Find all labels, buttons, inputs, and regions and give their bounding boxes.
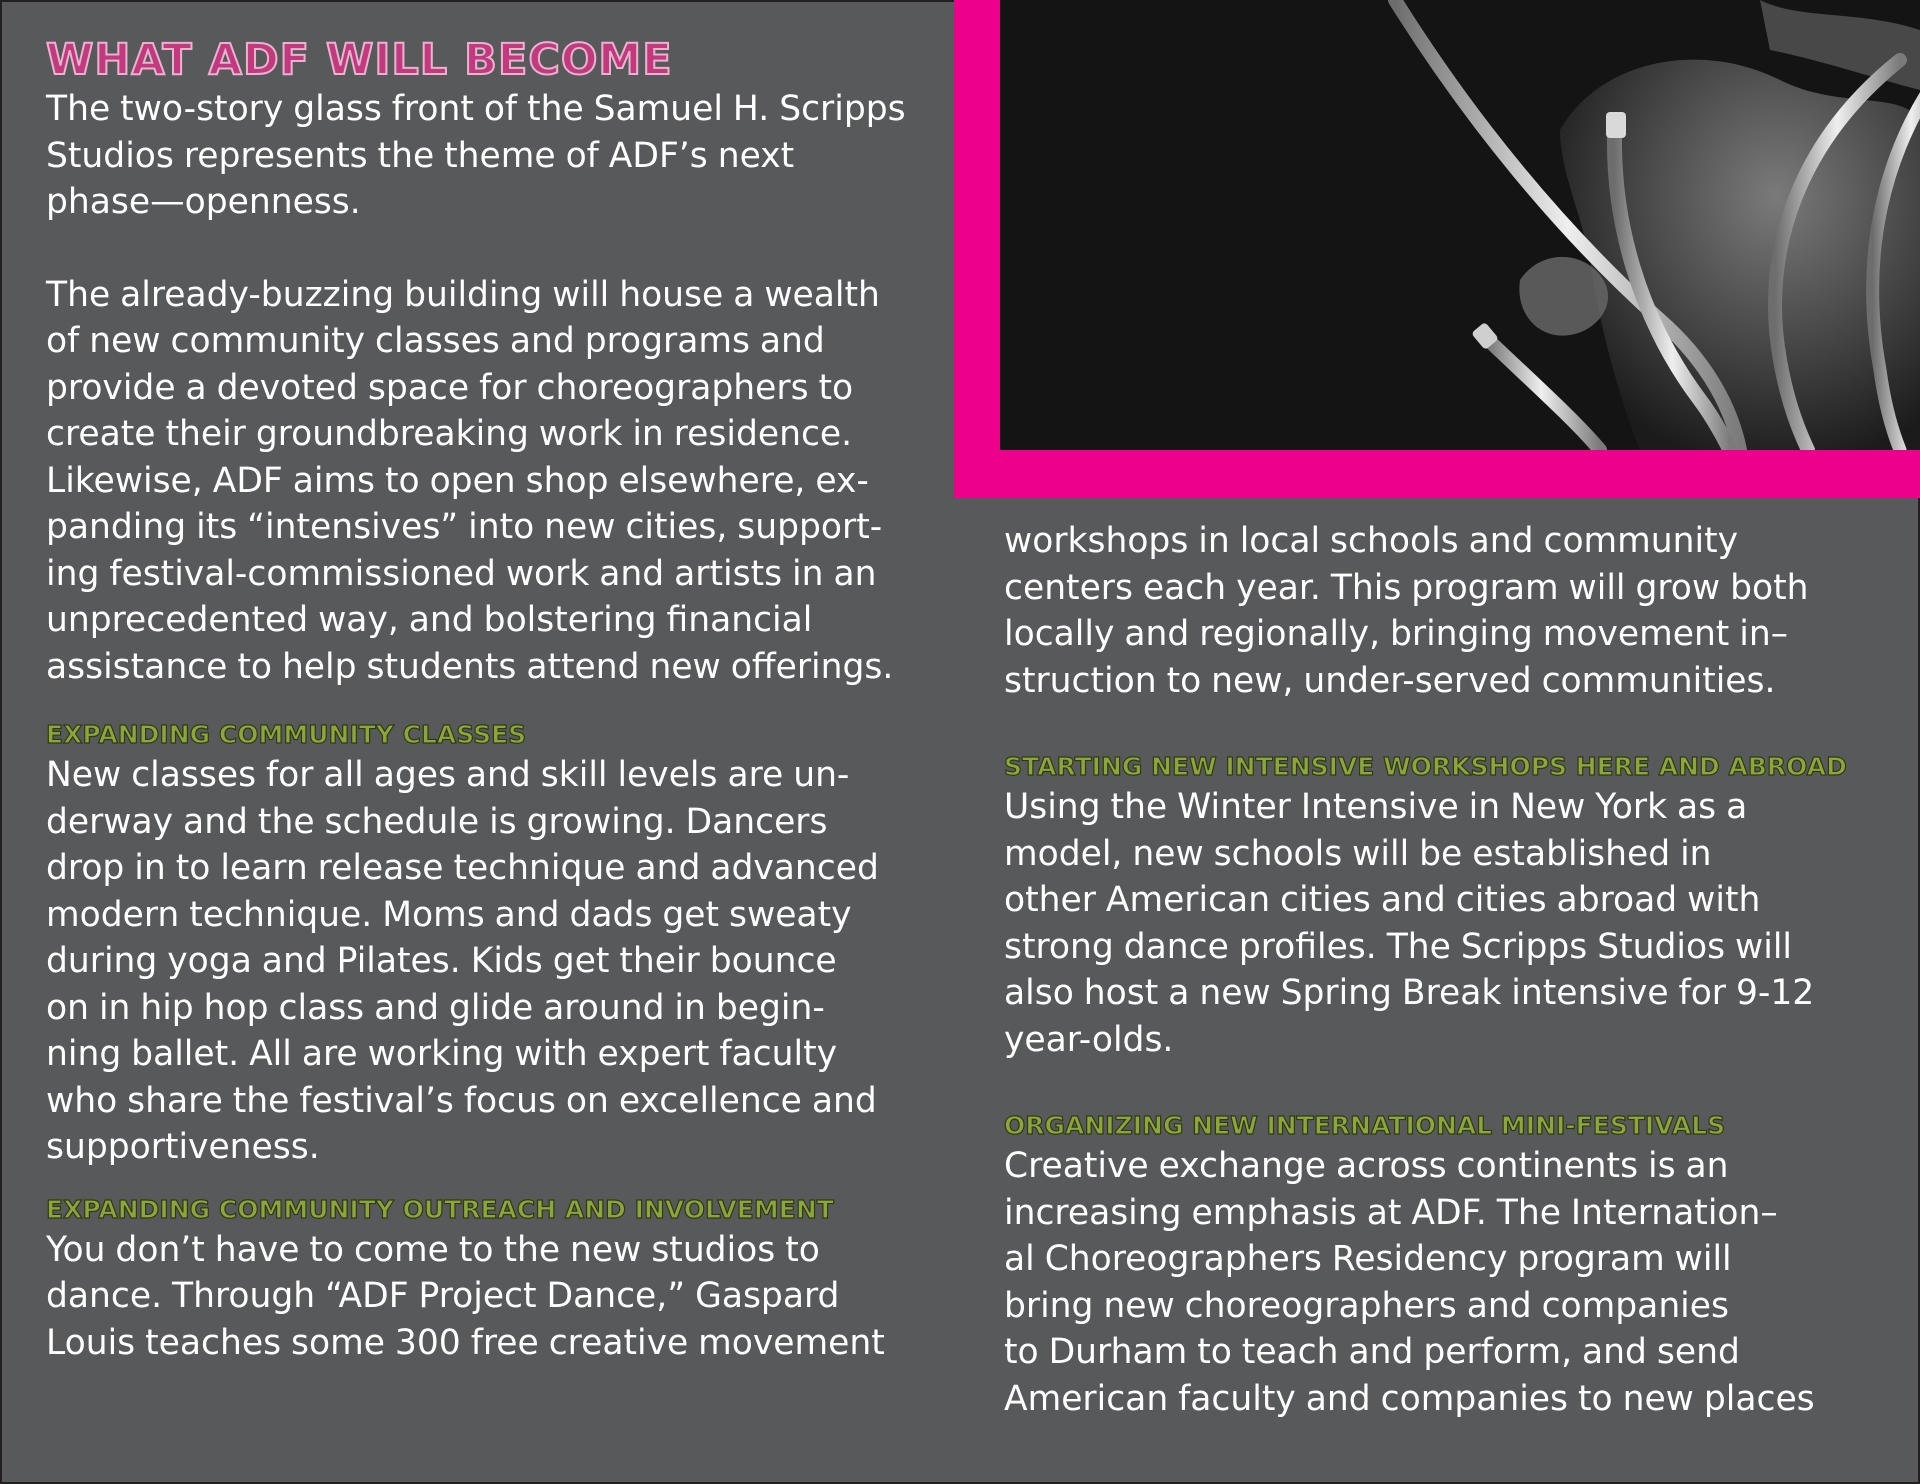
main-heading: WHAT ADF WILL BECOME bbox=[46, 35, 673, 85]
dancers-with-poles-image bbox=[1000, 0, 1920, 450]
section-body-community-classes: New classes for all ages and skill levels are un- derway and the schedule is growing. Dancers drop in to learn release technique and advanced modern technique. Moms and dads get sweaty during yoga and Pilates. Kids get their bounce on in hip hop class and glide around in begin- ning ballet. All are working with expert faculty who share the festival’s focus on excellence and supportiveness. bbox=[46, 755, 879, 1167]
section-body-intensive-workshops: Using the Winter Intensive in New York as a model, new schools will be established in other American cities and cities abroad with strong dance profiles. The Scripps Studios will also host a new Spring Break intensive for 9-12 year-olds. bbox=[1004, 787, 1815, 1060]
spacer bbox=[46, 690, 926, 718]
spacer bbox=[46, 226, 926, 272]
dance-photo-frame bbox=[954, 0, 1920, 498]
intro-paragraph-2: The already-buzzing building will house a wealth of new community classes and programs and provide a devoted space for choreographers to create their groundbreaking work in residence. Likewise, ADF aims to open shop elsewhere, ex- panding its “intensives” into new cities, support- ing festival-commissioned work and artists in an unprecedented way, and bolstering financial assistance to help students attend new offerings. bbox=[46, 274, 894, 687]
spacer bbox=[1004, 704, 1884, 750]
section-body-community-outreach: You don’t have to come to the new studios to dance. Through “ADF Project Dance,” Gaspard Louis teaches some 300 free creative movement bbox=[46, 1229, 885, 1363]
section-heading-intensive-workshops: STARTING NEW INTENSIVE WORKSHOPS HERE AND ABROAD bbox=[1004, 752, 1847, 781]
right-column bbox=[1004, 518, 1884, 1422]
spacer bbox=[1004, 1063, 1884, 1109]
continuation-paragraph: workshops in local schools and community centers each year. This program will grow both locally and regionally, bringing movement in– struction to new, under-served communities. bbox=[1004, 521, 1809, 701]
intro-paragraph-1: The two-story glass front of the Samuel H. Scripps Studios represents the theme of ADF’s next phase—openness. bbox=[46, 89, 906, 222]
section-heading-mini-festivals: ORGANIZING NEW INTERNATIONAL MINI-FESTIVALS bbox=[1004, 1111, 1726, 1140]
section-heading-community-classes: EXPANDING COMMUNITY CLASSES bbox=[46, 720, 527, 749]
spacer bbox=[46, 1171, 926, 1193]
section-body-mini-festivals: Creative exchange across continents is an increasing emphasis at ADF. The Internation– al Choreographers Residency program will bring new choreographers and companies to Durham to teach and perform, and send American faculty and companies to new places bbox=[1004, 1146, 1815, 1419]
left-column bbox=[46, 34, 926, 1366]
dance-photo bbox=[1000, 0, 1920, 450]
section-heading-community-outreach: EXPANDING COMMUNITY OUTREACH AND INVOLVEMENT bbox=[46, 1194, 834, 1224]
